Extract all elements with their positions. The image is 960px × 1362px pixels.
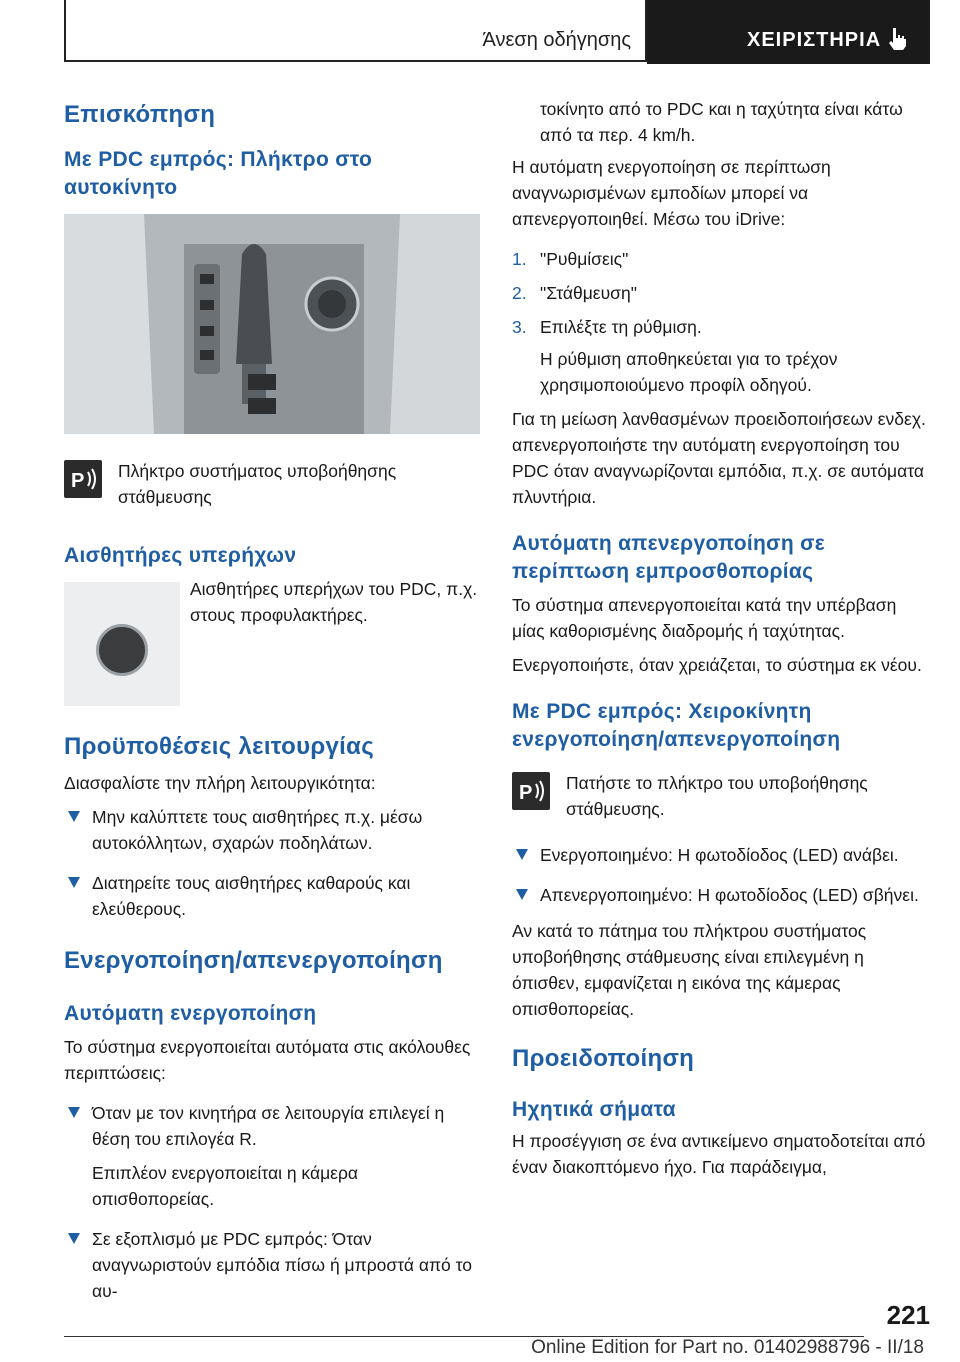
list-item: Ενεργοποιημένο: Η φωτοδίοδος (LED) ανάβει. <box>512 842 932 868</box>
manual-row <box>512 770 932 822</box>
console-photo <box>64 214 480 434</box>
parking-assist-icon <box>64 460 102 498</box>
sensor-block <box>64 579 484 706</box>
console-illustration <box>64 214 480 434</box>
heading-manual: Με PDC εμπρός: Χειροκίνητη ενεργοποίηση/απενεργοποίηση <box>512 700 841 751</box>
pdc-button-caption: Πλήκτρο συστήματος υποβοήθησης στάθμευσης <box>118 461 397 507</box>
svg-text:P: P <box>519 782 533 804</box>
right-column <box>512 96 932 1188</box>
header-section-box <box>64 0 647 62</box>
step-note: Η ρύθμιση αποθηκεύεται για το τρέχον χρησιμοποιούμενο προφίλ οδηγού. <box>540 349 838 395</box>
triangle-bullet-icon <box>68 1233 80 1244</box>
page-header <box>64 0 930 64</box>
header-section-title: Άνεση οδήγησης <box>482 29 631 51</box>
heading-pdc-button: Με PDC εμπρός: Πλήκτρο στο αυτοκίνητο <box>64 148 373 199</box>
list-item: Μην καλύπτετε τους αισθητήρες π.χ. μέσω αυτοκόλλητων, σχαρών ποδηλάτων. <box>64 804 484 856</box>
heading-sensors: Αισθητήρες υπερήχων <box>64 544 297 567</box>
reactivate-text: Ενεργοποιήστε, όταν χρειάζεται, το σύστημα εκ νέου. <box>512 655 922 675</box>
heading-auto-activation: Αυτόματη ενεργοποίηση <box>64 1002 317 1025</box>
edition-note: Online Edition for Part no. 01402988796 - II/18 <box>531 1337 924 1358</box>
heading-overview: Επισκόπηση <box>64 101 216 128</box>
step-item: 3. Επιλέξτε τη ρύθμιση. <box>512 317 702 337</box>
list-item: Σε εξοπλισμό με PDC εμπρός: Όταν αναγνωριστούν εμπόδια πίσω ή μπροστά από το αυ- <box>64 1226 484 1304</box>
header-chapter-title: ΧΕΙΡΙΣΤΗΡΙΑ <box>747 29 882 51</box>
triangle-bullet-icon <box>68 877 80 888</box>
header-chapter-box <box>647 0 930 64</box>
sensors-text: Αισθητήρες υπερήχων του PDC, π.χ. στους προφυλακτήρες. <box>190 579 478 625</box>
heading-auto-deactivation: Αυτόματη απενεργοποίηση σε περίπτωση εμπροσθοπορίας <box>512 532 826 583</box>
manual-text: Πατήστε το πλήκτρο του υποβοήθησης στάθμευσης. <box>566 773 868 819</box>
heading-acoustic: Ηχητικά σήματα <box>512 1098 676 1121</box>
acoustic-text: Η προσέγγιση σε ένα αντικείμενο σηματοδοτείται από έναν διακοπτόμενο ήχο. Για παράδειγμα, <box>512 1131 926 1177</box>
pdc-button-caption-row <box>64 458 484 510</box>
disable-text: Η αυτόματη ενεργοποίηση σε περίπτωση αναγνωρισμένων εμποδίων μπορεί να απενεργοποιηθεί. Μέσω του iDrive: <box>512 157 831 229</box>
heading-warning: Προειδοποίηση <box>512 1045 695 1072</box>
heading-requirements: Προϋποθέσεις λειτουργίας <box>64 733 374 760</box>
step-item: 2. "Στάθμευση" <box>512 283 637 303</box>
svg-text:P: P <box>71 470 85 492</box>
step-item: 1. "Ρυθμίσεις" <box>512 249 629 269</box>
triangle-bullet-icon <box>516 889 528 900</box>
left-column <box>64 100 484 1312</box>
page-number: 221 <box>886 1300 930 1330</box>
triangle-bullet-icon <box>68 811 80 822</box>
sensor-image <box>64 582 180 706</box>
camera-text: Αν κατά το πάτημα του πλήκτρου συστήματος υποβοήθησης στάθμευσης είναι επιλεγμένη η όπισθεν, εμφανίζεται η εικόνα της κάμερας οπισθοπορείας. <box>512 921 867 1019</box>
hand-pointer-icon <box>885 26 911 52</box>
requirements-intro: Διασφαλίστε την πλήρη λειτουργικότητα: <box>64 773 376 793</box>
list-item: Όταν με τον κινητήρα σε λειτουργία επιλεγεί η θέση του επιλογέα R. <box>64 1100 484 1152</box>
triangle-bullet-icon <box>68 1107 80 1118</box>
parking-assist-icon <box>512 772 550 810</box>
sensor-ring-icon <box>96 624 148 676</box>
list-item: Διατηρείτε τους αισθητήρες καθαρούς και ελεύθερους. <box>64 870 484 922</box>
triangle-bullet-icon <box>516 849 528 860</box>
continued-text: τοκίνητο από το PDC και η ταχύτητα είναι κάτω από τα περ. 4 km/h. <box>540 99 903 145</box>
list-item-note: Επιπλέον ενεργοποιείται η κάμερα οπισθοπορείας. <box>92 1163 359 1209</box>
auto-off-text: Το σύστημα απενεργοποιείται κατά την υπέρβαση μίας καθορισμένης διαδρομής ή ταχύτητας. <box>512 595 897 641</box>
heading-activation: Ενεργοποίηση/απενεργοποίηση <box>64 947 443 974</box>
reduce-warnings-text: Για τη μείωση λανθασμένων προειδοποιήσεων ενδεχ. απενεργοποιήστε την αυτόματη ενεργοποίηση του PDC όταν αναγνωρίζονται εμπόδια, π.χ. σε αυτόματα πλυντήρια. <box>512 409 926 507</box>
list-item: Απενεργοποιημένο: Η φωτοδίοδος (LED) σβήνει. <box>512 882 932 908</box>
auto-intro: Το σύστημα ενεργοποιείται αυτόματα στις ακόλουθες περιπτώσεις: <box>64 1037 471 1083</box>
